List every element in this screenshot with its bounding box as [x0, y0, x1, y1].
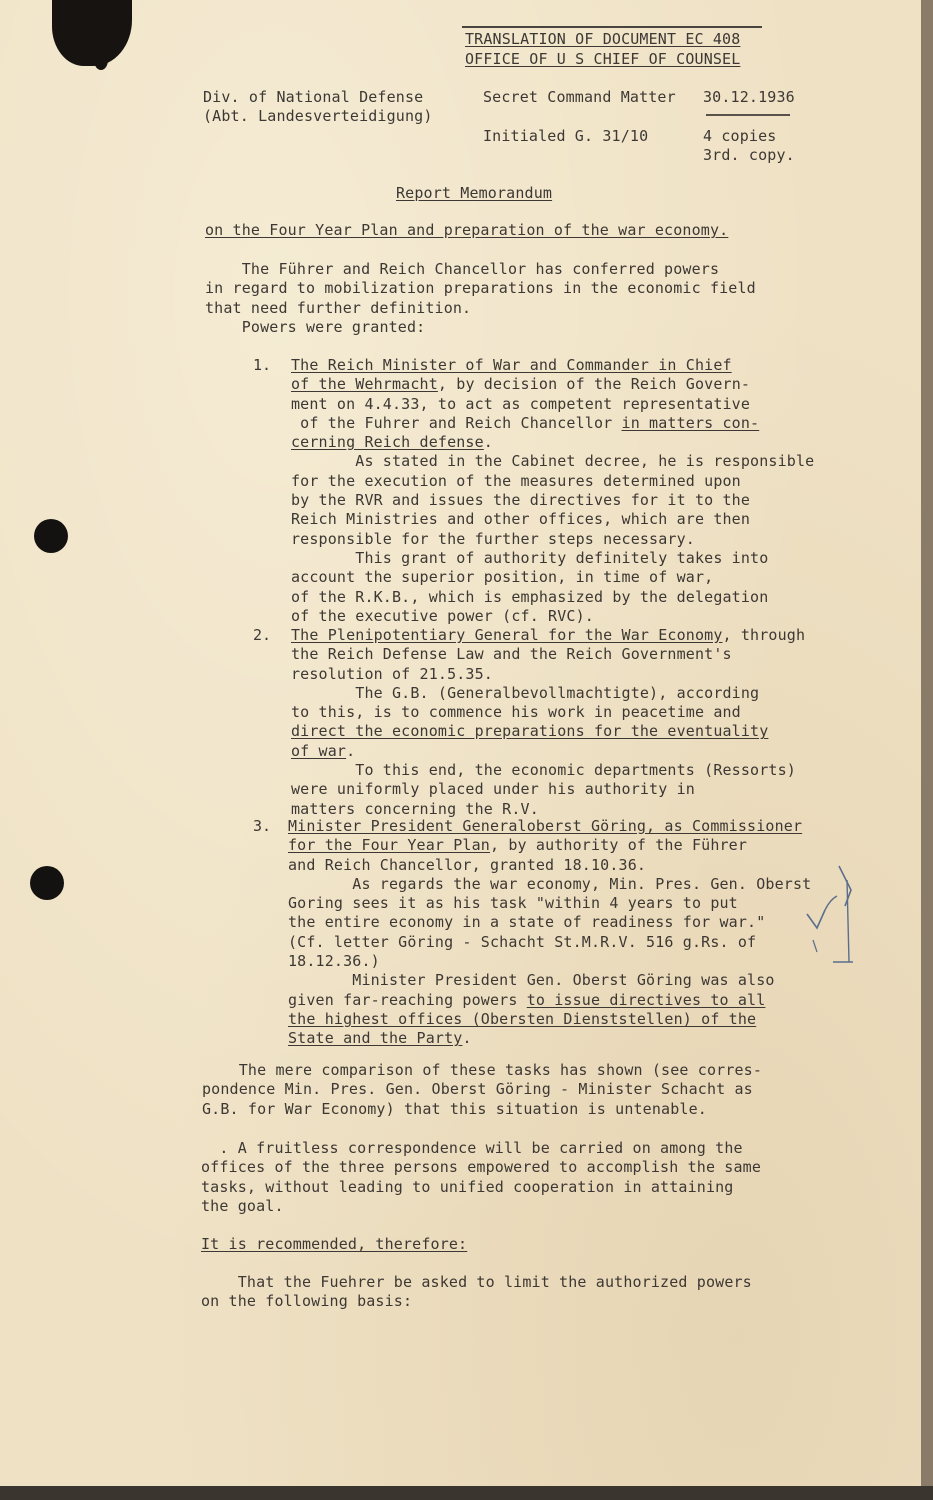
item-3-line: given far-reaching powers — [288, 990, 527, 1009]
closing-line: That the Fuehrer be asked to limit the authorized powers — [237, 1273, 752, 1291]
item-3-line: Minister President Generaloberst Göring, as Commissioner — [288, 817, 803, 835]
item-2-line: The G.B. (Generalbevollmachtigte), according — [355, 683, 760, 702]
item-3-line: Minister President Gen. Oberst Göring was also — [352, 971, 775, 990]
header-rule — [462, 26, 762, 28]
item-1-line: , by decision of the Reich Govern- — [437, 375, 751, 394]
item-3 — [288, 817, 811, 1049]
copy-number: 3rd. copy. — [703, 146, 795, 164]
item-1 — [291, 356, 814, 626]
item-1-line: The Reich Minister of War and Commander in Chief — [291, 356, 732, 374]
item-3-line: and Reich Chancellor, granted 18.10.36. — [288, 855, 647, 874]
ink-blot — [52, 0, 132, 66]
item-1-line: of the Fuhrer and Reich Chancellor — [291, 413, 622, 432]
header-office: OFFICE OF U S CHIEF OF COUNSEL — [465, 50, 741, 68]
item-1-line: of the executive power (cf. RVC). — [291, 606, 594, 625]
header-translation: TRANSLATION OF DOCUMENT EC 408 — [465, 30, 741, 48]
item-2-line: of war — [291, 741, 347, 760]
item-2-line: The Plenipotentiary General for the War Economy — [291, 626, 723, 644]
item-number: 2. — [253, 626, 272, 644]
item-2-line: direct the economic preparations for the eventuality — [291, 722, 769, 741]
initialed: Initialed G. 31/10 — [483, 127, 649, 145]
punch-hole — [34, 519, 68, 553]
closing-line: tasks, without leading to unified cooperation in attaining — [201, 1177, 734, 1196]
date-rule — [706, 114, 790, 116]
item-3-line: (Cf. letter Göring - Schacht St.M.R.V. 516 g.Rs. of — [288, 932, 757, 951]
classification: Secret Command Matter — [483, 88, 676, 106]
intro-line: Powers were granted: — [241, 317, 426, 336]
item-2-line: matters concerning the R.V. — [291, 799, 539, 818]
closing-line: G.B. for War Economy) that this situation is untenable. — [202, 1099, 707, 1118]
closing-line: on the following basis: — [201, 1292, 413, 1311]
item-1-line: responsible for the further steps necessary. — [291, 529, 695, 548]
item-3-line: to issue directives to all — [526, 990, 766, 1009]
item-3-line: the entire economy in a state of readiness for war." — [288, 913, 766, 932]
item-3-line: , by authority of the Führer — [489, 836, 748, 855]
item-3-line: Goring sees it as his task "within 4 years to put — [288, 894, 738, 913]
memo-title: Report Memorandum — [396, 184, 553, 202]
closing-line: offices of the three persons empowered to accomplish the same — [201, 1158, 762, 1177]
intro-paragraph — [205, 260, 756, 337]
item-1-line: by the RVR and issues the directives for it to the — [291, 491, 751, 510]
item-1-line: cerning Reich defense — [291, 433, 484, 452]
item-3-line: . — [462, 1029, 472, 1048]
margin-pencil-mark — [803, 862, 859, 970]
document-date: 30.12.1936 — [703, 88, 795, 106]
item-1-line: This grant of authority definitely takes into — [355, 548, 769, 567]
item-2 — [291, 626, 805, 819]
memo-subject: on the Four Year Plan and preparation of the war economy. — [205, 221, 729, 239]
item-3-line: the highest offices (Obersten Dienststellen) of the — [288, 1009, 757, 1028]
closing-paragraph-3 — [201, 1273, 752, 1312]
item-3-line: State and the Party — [288, 1029, 463, 1048]
item-2-line: . — [346, 741, 356, 760]
item-1-line: account the superior position, in time of war, — [291, 568, 714, 587]
intro-line: The Führer and Reich Chancellor has conferred powers — [241, 260, 720, 278]
closing-paragraph-1 — [202, 1061, 762, 1119]
page-edge-right — [921, 0, 933, 1500]
closing-line: pondence Min. Pres. Gen. Oberst Göring - Minister Schacht as — [202, 1080, 753, 1099]
closing-line: . A fruitless correspondence will be carried on among the — [219, 1139, 743, 1157]
item-1-line: of the R.K.B., which is emphasized by the delegation — [291, 587, 769, 606]
copies: 4 copies — [703, 127, 777, 145]
division-german: (Abt. Landesverteidigung) — [203, 107, 433, 125]
page-edge-bottom — [0, 1486, 933, 1500]
item-2-line: to this, is to commence his work in peacetime and — [291, 703, 741, 722]
division: Div. of National Defense — [203, 88, 424, 106]
item-number: 3. — [253, 817, 272, 835]
item-2-line: resolution of 21.5.35. — [291, 664, 493, 683]
item-3-line: 18.12.36.) — [288, 952, 380, 971]
item-number: 1. — [253, 356, 272, 374]
punch-hole — [30, 866, 64, 900]
item-1-line: in matters con- — [621, 413, 760, 432]
item-2-line: the Reich Defense Law and the Reich Government's — [291, 645, 732, 664]
item-2-line: , through — [722, 626, 806, 644]
ink-blot-tail — [94, 50, 108, 70]
item-1-line: of the Wehrmacht — [291, 375, 438, 394]
item-2-line: To this end, the economic departments (Ressorts) — [355, 761, 796, 780]
closing-line: The mere comparison of these tasks has shown (see corres- — [238, 1061, 763, 1079]
closing-line: the goal. — [201, 1196, 284, 1215]
intro-line: in regard to mobilization preparations in the economic field — [205, 279, 756, 298]
item-1-line: ment on 4.4.33, to act as competent representative — [291, 394, 751, 413]
recommendation-heading: It is recommended, therefore: — [201, 1235, 468, 1253]
closing-paragraph-2 — [201, 1139, 761, 1216]
item-1-line: for the execution of the measures determined upon — [291, 471, 741, 490]
item-2-line: were uniformly placed under his authority in — [291, 780, 695, 799]
item-3-line: As regards the war economy, Min. Pres. Gen. Oberst — [352, 874, 812, 893]
item-1-line: . — [483, 433, 493, 452]
item-1-line: As stated in the Cabinet decree, he is responsible — [355, 452, 815, 471]
item-1-line: Reich Ministries and other offices, which are then — [291, 510, 751, 529]
intro-line: that need further definition. — [205, 298, 472, 317]
item-3-line: for the Four Year Plan — [288, 836, 490, 855]
